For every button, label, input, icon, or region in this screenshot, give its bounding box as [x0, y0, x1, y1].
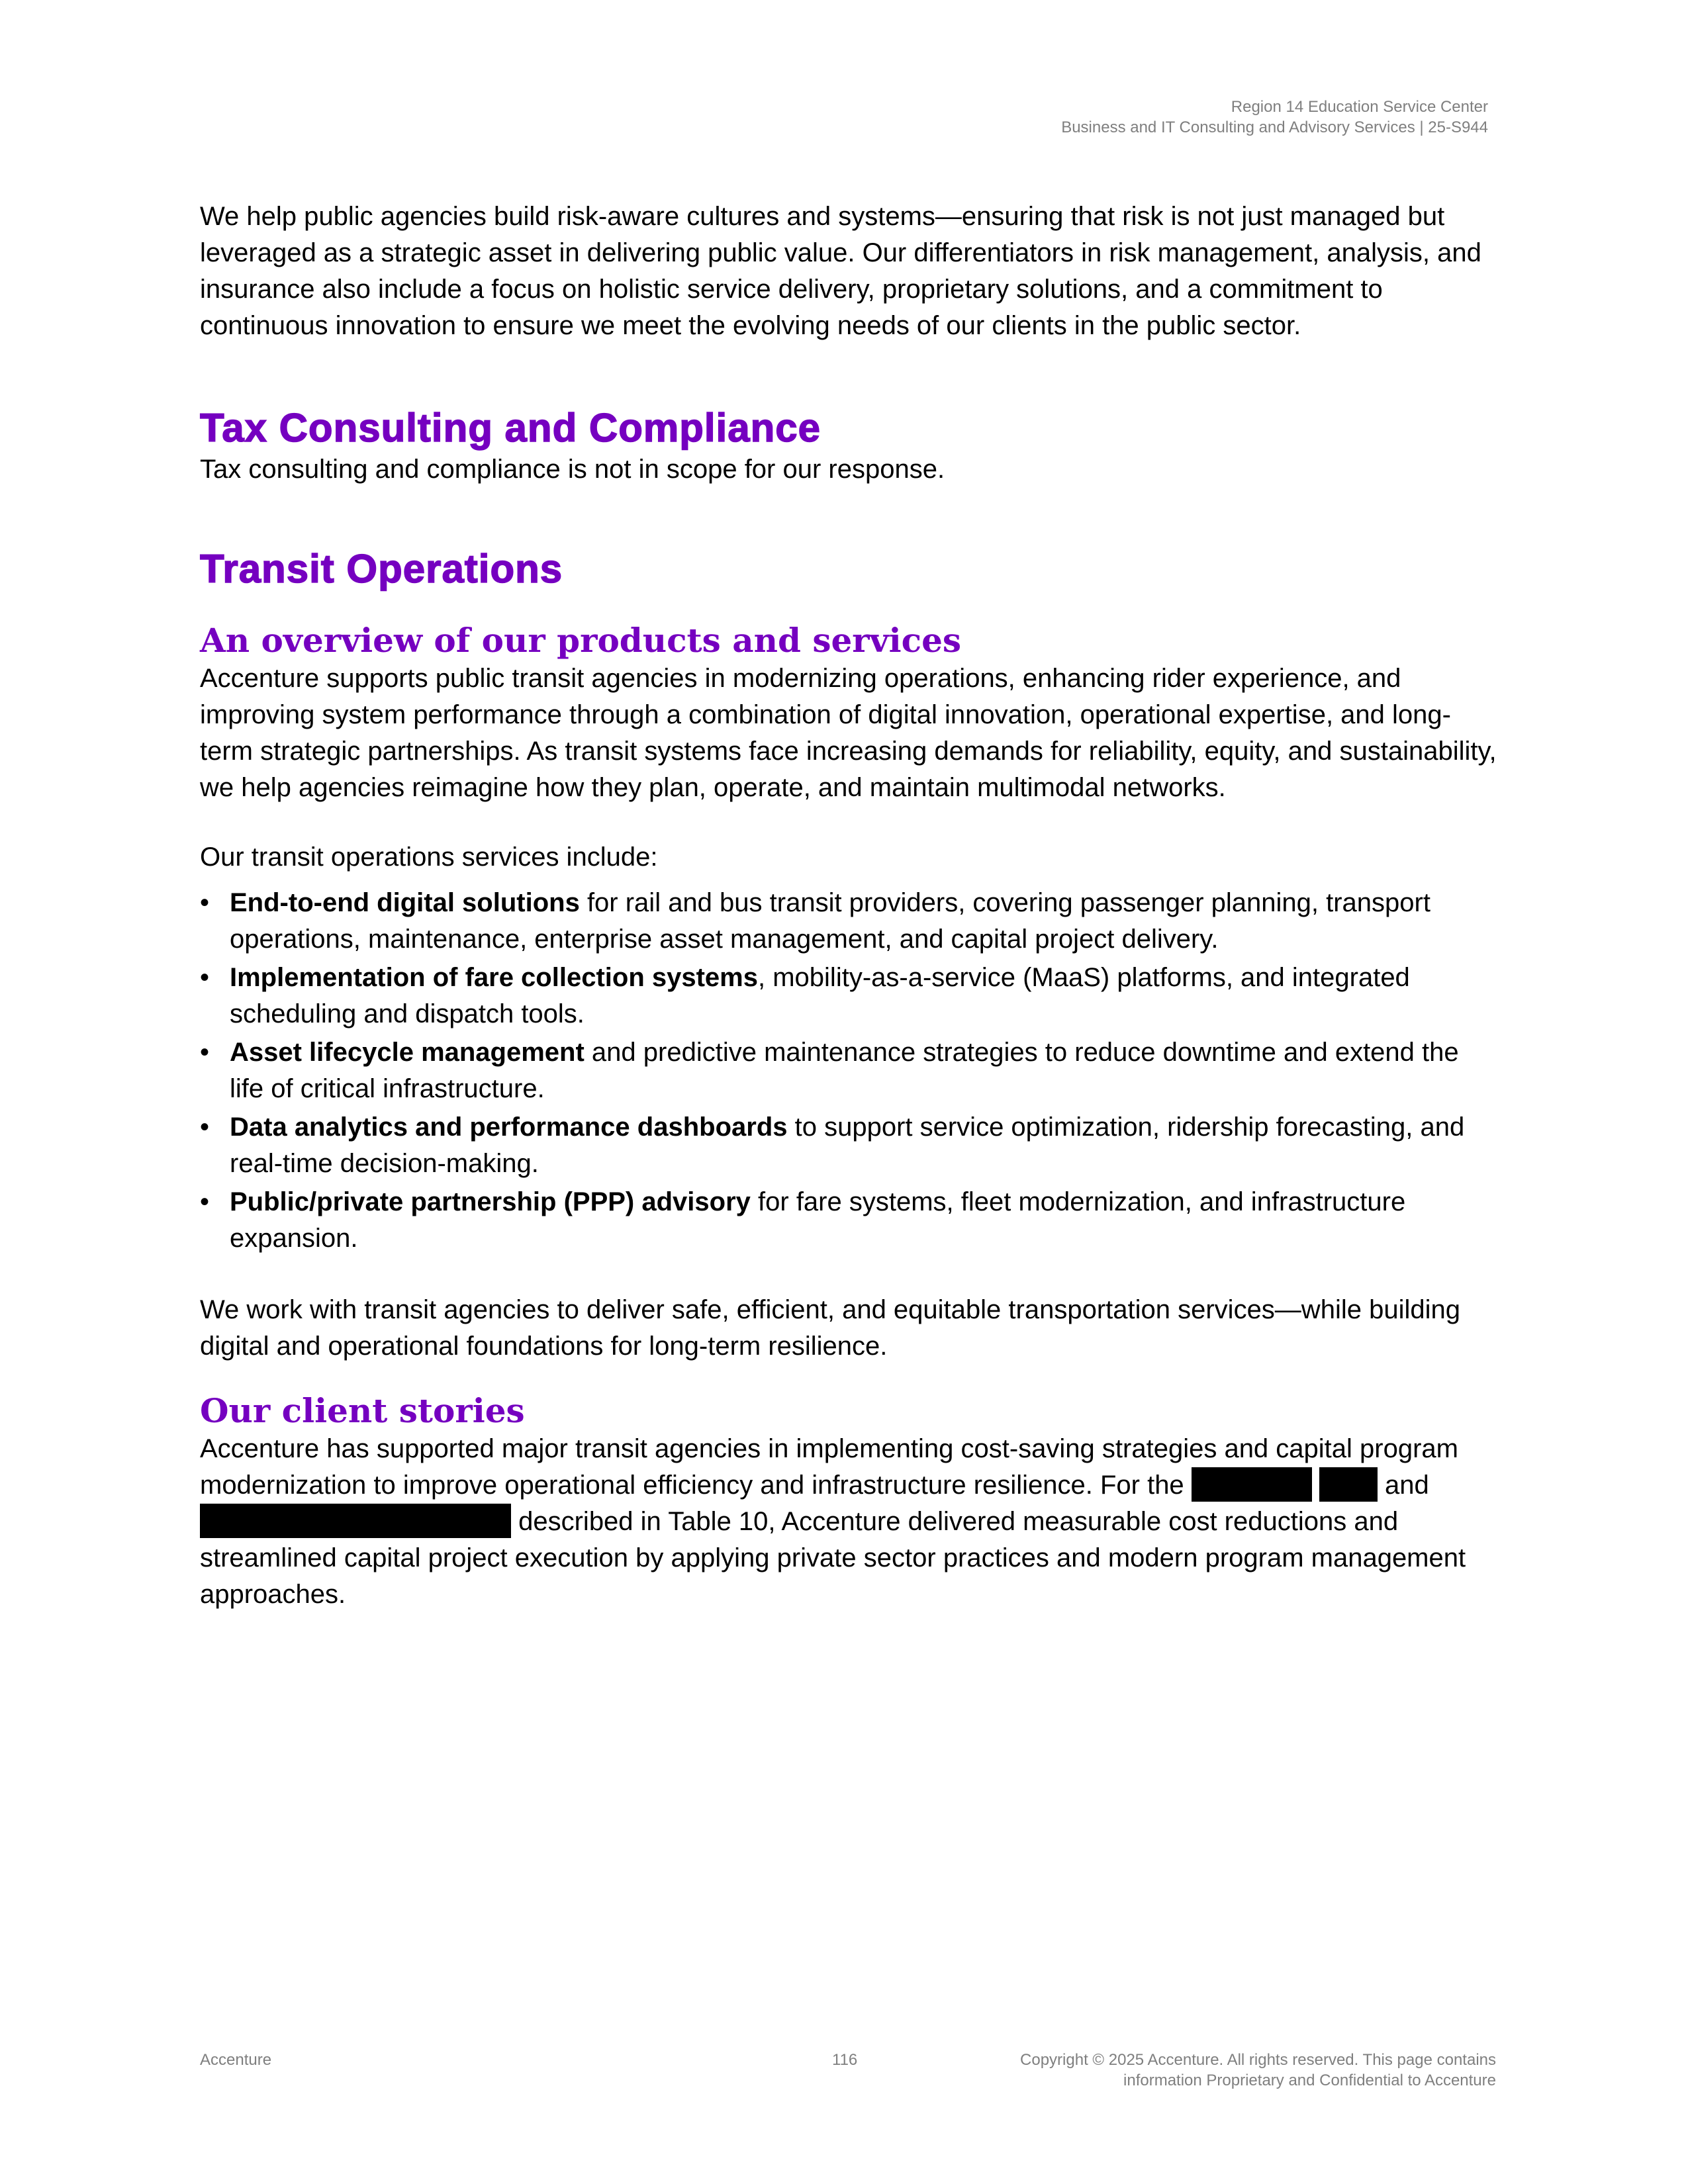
- bullet-bold: Asset lifecycle management: [230, 1038, 585, 1067]
- stories-text-part-1: Accenture has supported major transit agencies in implementing cost-saving strategies and capital program modernization to improve operational efficiency and infrastructure resilience. For the: [200, 1434, 1458, 1500]
- list-item: [200, 960, 1497, 1032]
- closing-text: We work with transit agencies to deliver safe, efficient, and equitable transportation services—while building digital and operational foundations for long-term resilience.: [200, 1295, 1460, 1361]
- services-intro: Our transit operations services include:: [200, 842, 658, 872]
- tax-text: Tax consulting and compliance is not in scope for our response.: [200, 455, 945, 484]
- bullet-bold: Public/private partnership (PPP) advisory: [230, 1187, 751, 1216]
- redaction-block: [200, 1504, 511, 1538]
- copyright-line-2: information Proprietary and Confidential to Accenture: [1123, 2071, 1496, 2089]
- header-line-1: Region 14 Education Service Center: [1231, 98, 1488, 116]
- page-content: [200, 199, 1497, 1613]
- bullet-text: , mobility-as-a-service (MaaS) platforms, and integrated scheduling and dispatch tools.: [230, 963, 1410, 1028]
- stories-text: [200, 1431, 1497, 1613]
- stories-text-part-3: described in Table 10, Accenture delivered measurable cost reductions and streamlined capital project execution by applying private sector practices and modern program management approaches.: [200, 1507, 1466, 1609]
- footer-copyright: [900, 2050, 1496, 2091]
- intro-paragraph: We help public agencies build risk-aware cultures and systems—ensuring that risk is not just managed but leveraged as a strategic asset in delivering public value. Our differentiators in risk management, analysis, and insurance also include a focus on holistic service delivery, proprietary solutions, and a commitment to continuous innovation to ensure we meet the evolving needs of our clients in the public sector.: [200, 202, 1481, 340]
- footer-company: Accenture: [200, 2051, 272, 2069]
- transit-heading: Transit Operations: [200, 547, 563, 591]
- bullet-icon: •: [200, 1187, 210, 1216]
- bullet-icon: •: [200, 1113, 210, 1142]
- list-item: [200, 885, 1497, 958]
- page-header: [1061, 97, 1488, 138]
- bullet-icon: •: [200, 963, 210, 992]
- bullet-text: for fare systems, fleet modernization, and infrastructure expansion.: [230, 1187, 1406, 1253]
- bullet-text: to support service optimization, ridership forecasting, and real-time decision-making.: [230, 1113, 1465, 1178]
- bullet-text: and predictive maintenance strategies to reduce downtime and extend the life of critical infrastructure.: [230, 1038, 1459, 1103]
- list-item: [200, 1034, 1497, 1107]
- stories-text-part-2: and: [1377, 1471, 1429, 1500]
- bullet-icon: •: [200, 1038, 210, 1067]
- bullet-bold: Implementation of fare collection systems: [230, 963, 758, 992]
- redaction-block: [1192, 1467, 1312, 1502]
- header-line-2: Business and IT Consulting and Advisory Services | 25-S944: [1061, 118, 1488, 136]
- page-number: 116: [832, 2051, 858, 2069]
- bullet-text: for rail and bus transit providers, covering passenger planning, transport operations, maintenance, enterprise asset management, and capital project delivery.: [230, 888, 1430, 954]
- bullet-bold: Data analytics and performance dashboards: [230, 1113, 788, 1142]
- bullet-bold: End-to-end digital solutions: [230, 888, 580, 917]
- copyright-line-1: Copyright © 2025 Accenture. All rights reserved. This page contains: [1020, 2051, 1496, 2069]
- overview-text: Accenture supports public transit agencies in modernizing operations, enhancing rider experience, and improving system performance through a combination of digital innovation, operational expertise, and long-term strategic partnerships. As transit systems face increasing demands for reliability, equity, and sustainability, we help agencies reimagine how they plan, operate, and maintain multimodal networks.: [200, 664, 1497, 802]
- list-item: [200, 1109, 1497, 1182]
- list-item: [200, 1184, 1497, 1257]
- overview-heading: An overview of our products and services: [200, 621, 962, 660]
- stories-heading: Our client stories: [200, 1391, 525, 1430]
- tax-heading: Tax Consulting and Compliance: [200, 406, 821, 450]
- services-list: [200, 885, 1497, 1257]
- bullet-icon: •: [200, 888, 210, 917]
- redaction-block: [1319, 1467, 1378, 1502]
